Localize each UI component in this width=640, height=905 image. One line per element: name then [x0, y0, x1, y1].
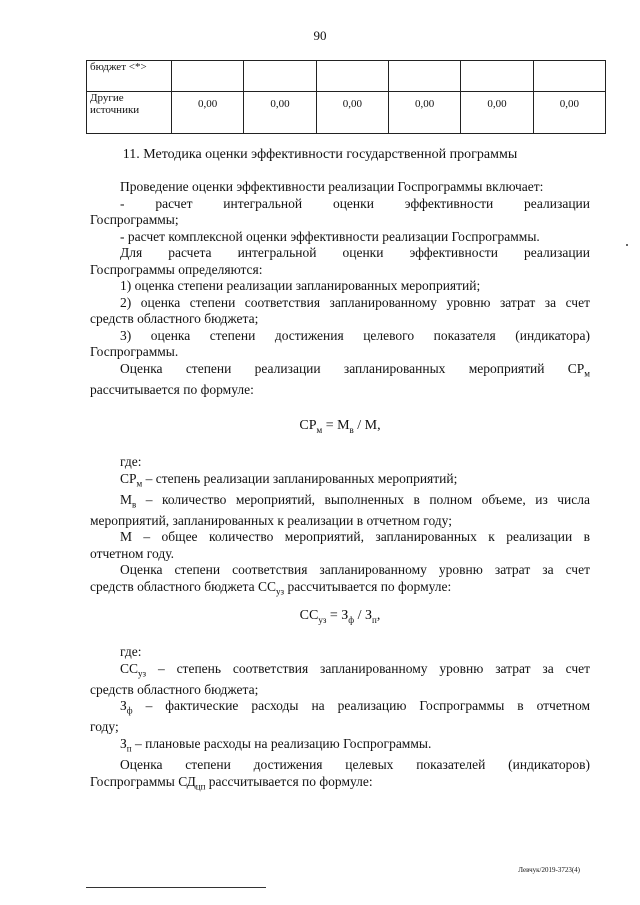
table-cell: 0,00	[533, 92, 605, 134]
paragraph: рассчитывается по формуле:	[90, 381, 254, 397]
paragraph: средств областного бюджета $СС_{уз}$ рассчитывается по формуле:	[90, 578, 452, 597]
paragraph: Госпрограммы определяются:	[90, 261, 263, 277]
paragraph: средств областного бюджета;	[90, 681, 259, 697]
table-cell	[533, 61, 605, 92]
paragraph: Проведение оценки эффективности реализации Госпрограммы включает:	[120, 179, 544, 194]
table-cell	[388, 61, 460, 92]
table-cell-label: Другие источники	[87, 92, 172, 134]
paragraph: Госпрограммы;	[90, 212, 179, 227]
footer-divider	[86, 887, 266, 888]
formula-2: $СС_{уз} = З_ф / З_п$,	[299, 608, 381, 625]
paragraph: где:	[120, 644, 142, 659]
table-cell: 0,00	[316, 92, 388, 134]
table-row	[87, 61, 606, 92]
body-text	[90, 179, 590, 398]
page-number: 90	[313, 28, 327, 43]
paragraph: $З_п$ – плановые расходы на реализацию Госпрограммы.	[120, 735, 432, 754]
formula-1: $СР_м = М_в / М$,	[299, 418, 381, 435]
table-cell	[244, 61, 316, 92]
paragraph: 3) оценка степени достижения целевого показателя (индикатора)	[120, 327, 590, 343]
body-text	[90, 644, 590, 795]
paragraph: 1) оценка степени реализации запланированных мероприятий;	[120, 278, 481, 293]
paragraph: - расчет комплексной оценки эффективности реализации Госпрограммы.	[120, 228, 540, 244]
paragraph: М – общее количество мероприятий, запланированных к реализации в	[120, 529, 590, 545]
paragraph: $З_ф$ – фактические расходы на реализацию Госпрограммы в отчетном	[120, 698, 590, 716]
footer-code: Левчук/2019-3723(4)	[518, 866, 580, 874]
table-cell	[316, 61, 388, 92]
table-cell: 0,00	[388, 92, 460, 134]
paragraph: $СР_м$ – степень реализации запланированных мероприятий;	[120, 470, 458, 489]
paragraph: 2) оценка степени соответствия запланированному уровню затрат за счет	[120, 294, 590, 310]
budget-table	[86, 60, 606, 134]
paragraph: Оценка степени реализации запланированных мероприятий $СР_м$	[120, 360, 590, 379]
body-text	[90, 454, 590, 600]
table-cell	[461, 61, 533, 92]
section-title: 11. Методика оценки эффективности государственной программы	[122, 147, 518, 162]
paragraph: Госпрограммы.	[90, 344, 179, 359]
table-cell: 0,00	[244, 92, 316, 134]
paragraph: отчетном году.	[90, 545, 174, 561]
table-cell: 0,00	[172, 92, 244, 134]
paragraph: Оценка степени достижения целевых показателей (индикаторов)	[120, 757, 590, 773]
paragraph: - расчет интегральной оценки эффективности реализации	[120, 195, 590, 211]
paragraph: мероприятий, запланированных к реализации в отчетном году;	[90, 512, 453, 528]
paragraph: Для расчета интегральной оценки эффективности реализации	[120, 245, 590, 260]
paragraph: Оценка степени соответствия запланированному уровню затрат за счет	[120, 562, 590, 578]
table-cell: 0,00	[461, 92, 533, 134]
paragraph: $СС_{уз}$ – степень соответствия запланированному уровню затрат за счет	[120, 660, 590, 679]
table-cell	[172, 61, 244, 92]
table-cell-label: бюджет <*>	[87, 61, 172, 92]
paragraph: $М_в$ – количество мероприятий, выполненных в полном объеме, из числа	[120, 491, 590, 510]
scan-mark	[626, 244, 628, 246]
paragraph: где:	[120, 454, 142, 469]
paragraph: Госпрограммы $СД_{цп}$ рассчитывается по формуле:	[90, 773, 373, 792]
paragraph: средств областного бюджета;	[90, 311, 259, 326]
paragraph: году;	[90, 719, 119, 735]
table-row	[87, 92, 606, 134]
